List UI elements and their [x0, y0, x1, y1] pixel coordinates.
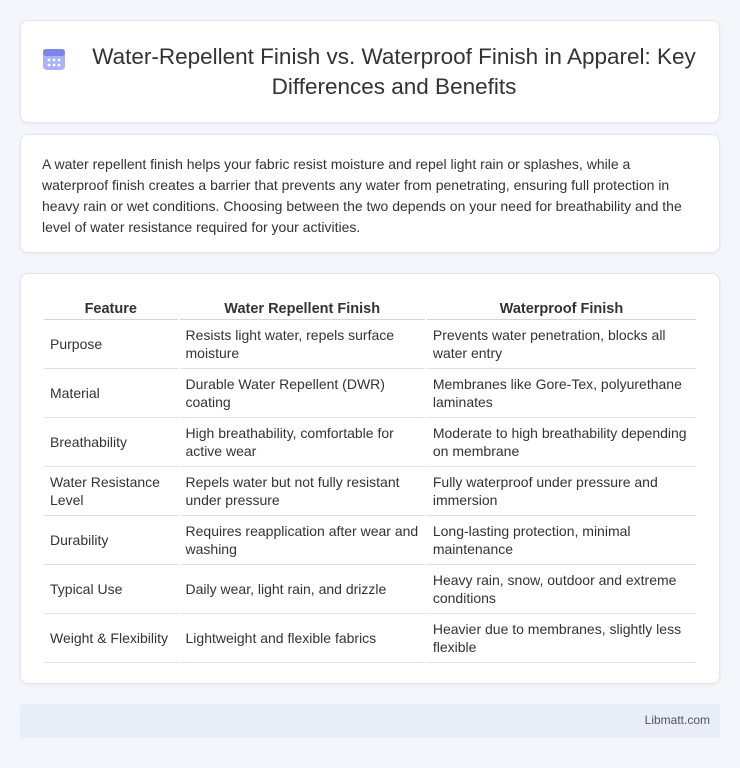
- table-header-row: [44, 294, 696, 320]
- row-waterproof: Heavy rain, snow, outdoor and extreme conditions: [427, 565, 696, 614]
- calendar-icon: [41, 46, 67, 72]
- row-waterproof: Long-lasting protection, minimal maintenance: [427, 516, 696, 565]
- footer-bar: [20, 704, 720, 738]
- row-feature: Typical Use: [44, 565, 178, 614]
- table-row: [44, 418, 696, 467]
- row-feature: Water Resistance Level: [44, 467, 178, 516]
- table-row: [44, 614, 696, 663]
- row-water-repellent: Resists light water, repels surface moisture: [180, 320, 425, 369]
- intro-card: [20, 134, 720, 253]
- row-waterproof: Prevents water penetration, blocks all water entry: [427, 320, 696, 369]
- comparison-table: [42, 294, 698, 663]
- table-row: [44, 565, 696, 614]
- row-feature: Material: [44, 369, 178, 418]
- table-row: [44, 320, 696, 369]
- row-waterproof: Moderate to high breathability depending on membrane: [427, 418, 696, 467]
- intro-text: A water repellent finish helps your fabric resist moisture and repel light rain or splashes, while a waterproof finish creates a barrier that prevents any water from penetrating, ensuring full protection in heavy rain or wet conditions. Choosing between the two depends on your need for breathability and the level of water resistance required for your activities.: [42, 156, 682, 235]
- row-water-repellent: Daily wear, light rain, and drizzle: [180, 565, 425, 614]
- row-waterproof: Heavier due to membranes, slightly less flexible: [427, 614, 696, 663]
- row-water-repellent: Lightweight and flexible fabrics: [180, 614, 425, 663]
- title-card: [20, 20, 720, 123]
- row-water-repellent: High breathability, comfortable for active wear: [180, 418, 425, 467]
- row-waterproof: Fully waterproof under pressure and immersion: [427, 467, 696, 516]
- row-water-repellent: Requires reapplication after wear and washing: [180, 516, 425, 565]
- table-row: [44, 516, 696, 565]
- row-feature: Breathability: [44, 418, 178, 467]
- header-feature: Feature: [44, 294, 178, 320]
- comparison-card: [20, 273, 720, 684]
- footer-brand-link[interactable]: Libmatt.com: [644, 713, 710, 727]
- row-water-repellent: Durable Water Repellent (DWR) coating: [180, 369, 425, 418]
- row-waterproof: Membranes like Gore-Tex, polyurethane laminates: [427, 369, 696, 418]
- page-title: Water-Repellent Finish vs. Waterproof Finish in Apparel: Key Differences and Benefits: [92, 43, 696, 99]
- table-row: [44, 369, 696, 418]
- title-wrap: [21, 21, 719, 122]
- header-waterproof: Waterproof Finish: [427, 294, 696, 320]
- header-water-repellent: Water Repellent Finish: [180, 294, 425, 320]
- row-feature: Weight & Flexibility: [44, 614, 178, 663]
- table-row: [44, 467, 696, 516]
- row-feature: Durability: [44, 516, 178, 565]
- row-water-repellent: Repels water but not fully resistant under pressure: [180, 467, 425, 516]
- row-feature: Purpose: [44, 320, 178, 369]
